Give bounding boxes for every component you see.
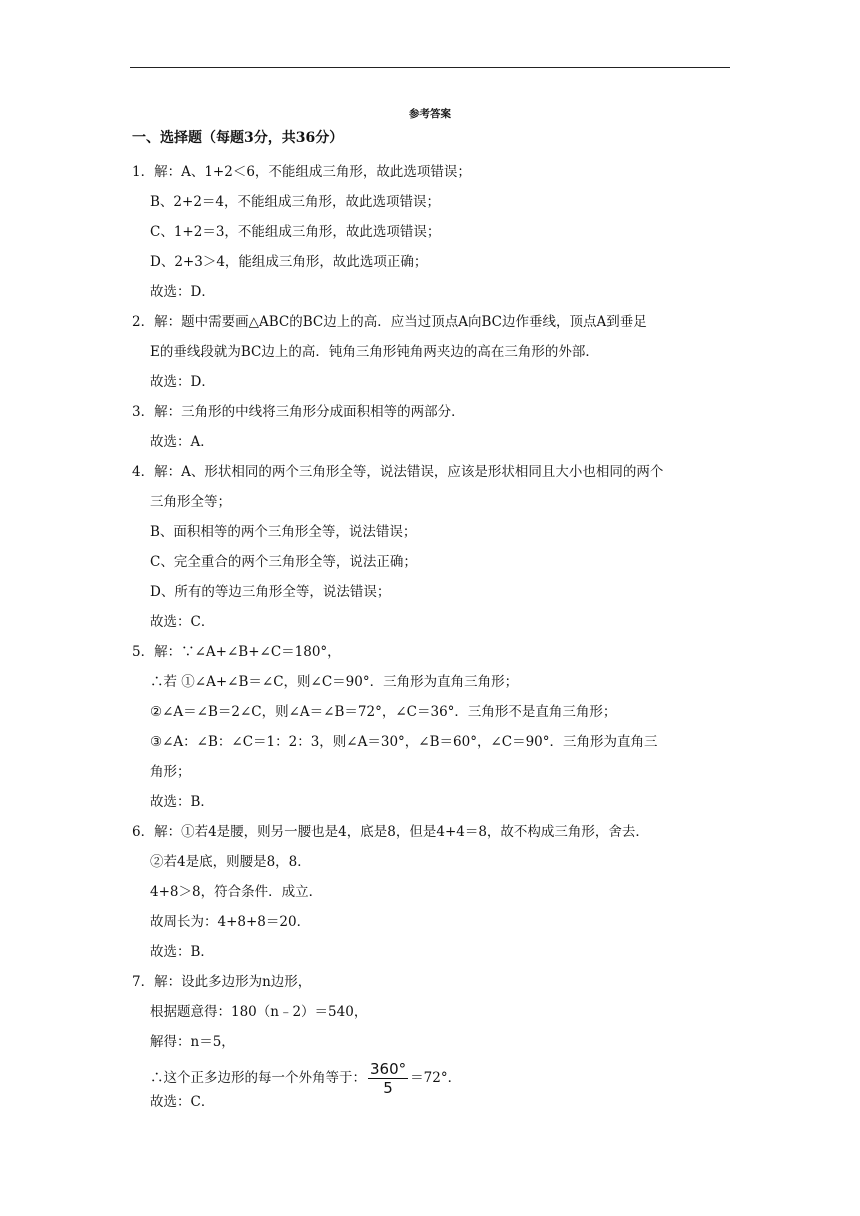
answer-line: 6．解：①若4是腰，则另一腰也是4，底是8，但是4+4＝8，故不构成三角形，舍去． — [132, 824, 649, 840]
answer-line: D、2+3＞4，能组成三角形，故此选项正确； — [150, 254, 428, 270]
answer-line: 3．解：三角形的中线将三角形分成面积相等的两部分． — [132, 404, 465, 420]
page-title: 参考答案 — [409, 108, 451, 120]
answer-line: 4+8＞8，符合条件．成立． — [150, 884, 323, 900]
answer-line: 三角形全等； — [150, 494, 231, 510]
answer-line: C、完全重合的两个三角形全等，说法正确； — [150, 554, 417, 570]
section-heading: 一、选择题（每题3分，共36分） — [132, 130, 344, 146]
answer-line: ②∠A＝∠B＝2∠C，则∠A＝∠B＝72°，∠C＝36°．三角形不是直角三角形； — [150, 704, 617, 720]
answer-line: 角形； — [150, 764, 191, 780]
answer-line: 2．解：题中需要画△ABC的BC边上的高．应当过顶点A向BC边作垂线，顶点A到垂足 — [132, 314, 647, 330]
answer-line: 故选：A． — [150, 434, 214, 450]
answer-line: 解得：n＝5， — [150, 1034, 235, 1050]
fraction — [368, 1060, 408, 1097]
answer-line: B、面积相等的两个三角形全等，说法错误； — [150, 524, 417, 540]
answer-line: 7．解：设此多边形为n边形， — [132, 974, 312, 990]
answer-line: 根据题意得：180（n﹣2）＝540， — [150, 1004, 368, 1020]
answer-line: B、2+2＝4，不能组成三角形，故此选项错误； — [150, 194, 440, 210]
answer-line: 故选：C． — [150, 1094, 215, 1110]
answer-line: 故选：B． — [150, 944, 214, 960]
answer-line: C、1+2＝3，不能组成三角形，故此选项错误； — [150, 224, 441, 240]
answer-line: E的垂线段就为BC边上的高．钝角三角形钝角两夹边的高在三角形的外部． — [150, 344, 599, 360]
answer-line: ③∠A：∠B：∠C＝1：2：3，则∠A＝30°，∠B＝60°，∠C＝90°．三角形为直角三 — [150, 734, 658, 750]
fraction-numerator: 360° — [370, 1060, 407, 1078]
answer-line: D、所有的等边三角形全等，说法错误； — [150, 584, 391, 600]
fraction-denominator: 5 — [383, 1079, 393, 1097]
answer-line: 故选：D． — [150, 374, 215, 390]
header-rule — [130, 67, 730, 68]
answer-line: ②若4是底，则腰是8，8． — [150, 854, 311, 870]
answer-line: 4．解：A、形状相同的两个三角形全等，说法错误，应该是形状相同且大小也相同的两个 — [132, 464, 664, 480]
answer-line: 1．解：A、1+2＜6，不能组成三角形，故此选项错误； — [132, 164, 471, 180]
answer-line: 5．解：∵∠A+∠B+∠C＝180°， — [132, 644, 341, 660]
answer-line: 故选：C． — [150, 614, 215, 630]
answer-line: 故周长为：4+8+8＝20． — [150, 914, 311, 930]
fraction-suffix: ＝72°． — [410, 1070, 462, 1086]
answer-line: 故选：D． — [150, 284, 215, 300]
fraction-prefix: ∴这个正多边形的每一个外角等于： — [150, 1070, 366, 1086]
answer-line: 故选：B． — [150, 794, 214, 810]
answer-line: ∴若 ①∠A+∠B＝∠C，则∠C＝90°．三角形为直角三角形； — [150, 674, 519, 690]
